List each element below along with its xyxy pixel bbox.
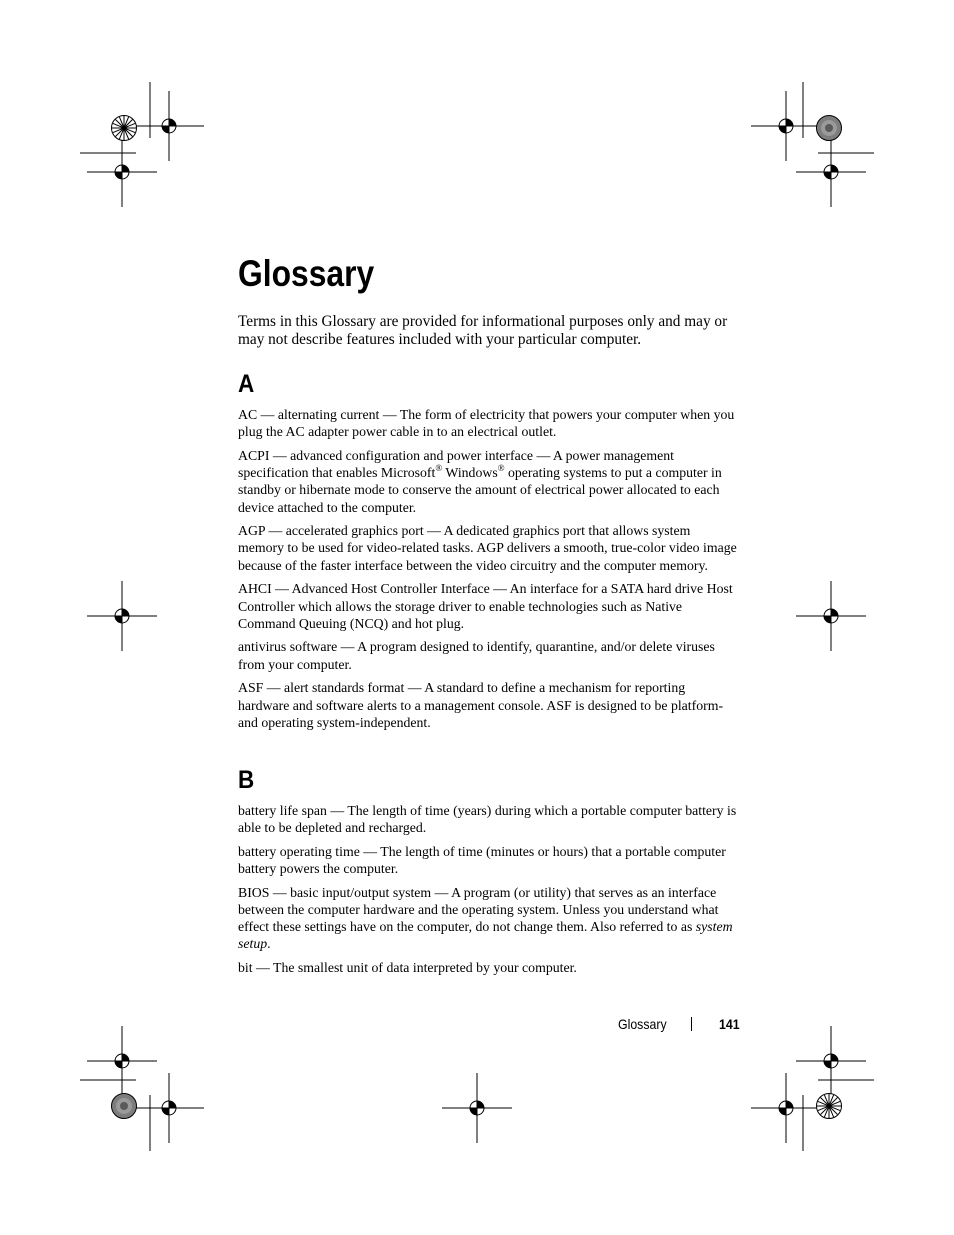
term: AC — [238, 407, 275, 422]
glossary-entry-agp [238, 522, 738, 574]
page-footer [0, 1013, 954, 1035]
crop-mark-bottom-center [442, 1073, 512, 1143]
term: AGP [238, 523, 266, 539]
definition: — The length of time (minutes or hours) that a portable computer battery powers the computer. [238, 843, 726, 877]
definition [238, 885, 733, 952]
term: BIOS [238, 884, 270, 900]
footer-section-name: Glossary [618, 1016, 667, 1032]
crop-mark-mid-right [796, 581, 866, 651]
definition [238, 448, 722, 515]
footer-separator [691, 1017, 692, 1031]
definition: — alert standards format — A standard to define a mechanism for reporting hardware and software alerts to a management console. ASF is designed to be platform- and operating system-independent. [238, 680, 724, 730]
definition-emphasis: system setup [238, 919, 733, 952]
term: AHCI [238, 581, 272, 597]
definition: — A program designed to identify, quarantine, and/or delete viruses from your computer. [238, 639, 715, 672]
term: bit [238, 960, 253, 976]
definition-text: — basic input/output system — A program (or utility) that serves as an interface between the computer hardware and the operating system. Unless you understand what effect these settings have on the computer, do not change them. Also referred to as [238, 884, 719, 935]
section-a-entries [238, 406, 738, 737]
registered-mark: ® [435, 462, 443, 473]
definition: — The smallest unit of data interpreted by your computer. [252, 960, 577, 976]
crop-mark-bottom-left [80, 1026, 204, 1151]
glossary-entry-asf [238, 679, 738, 731]
registered-mark: ® [497, 462, 505, 473]
glossary-entry-antivirus-software [238, 638, 738, 672]
crop-mark-mid-left [87, 581, 157, 651]
crop-mark-top-right [751, 82, 874, 207]
definition: — accelerated graphics port — A dedicated graphics port that allows system memory to be used for video-related tasks. AGP delivers a smooth, true-color video image because of the faster interface between the video circuitry and the computer memory. [238, 523, 737, 573]
definition-text: . [267, 936, 271, 952]
glossary-entry-battery-operating-time [238, 843, 738, 877]
definition: — Advanced Host Controller Interface — An interface for a SATA hard drive Host Controller which allows the storage driver to enable technologies such as Native Command Queuing (NCQ) and hot plug. [238, 581, 733, 631]
definition-text: Windows [442, 465, 498, 481]
definition-text: — advanced configuration and power interface — A power management specification that enables Microsoft [238, 447, 674, 481]
term: antivirus software [238, 639, 338, 655]
page-number: 141 [719, 1016, 740, 1032]
term: ACPI [238, 447, 270, 463]
section-heading-a: A [238, 370, 255, 398]
glossary-entry-acpi [238, 447, 738, 516]
section-b-entries [238, 802, 738, 983]
page-title: Glossary [238, 253, 375, 294]
glossary-entry-bit [238, 959, 738, 976]
glossary-entry-bios [238, 884, 738, 953]
crop-mark-top-left [80, 82, 204, 207]
glossary-entry-battery-life-span [238, 802, 738, 836]
definition: alternating current — The form of electricity that powers your computer when you plug the AC adapter power cable in to an electrical outlet. [238, 407, 735, 440]
glossary-entry-ahci [238, 580, 738, 632]
definition-text: operating systems to put a computer in standby or hibernate mode to conserve the amount of electrical power allocated to each device attached to the computer. [238, 465, 722, 515]
term: battery life span [238, 803, 327, 818]
term: battery operating time [238, 843, 360, 859]
glossary-entry-ac [238, 406, 738, 440]
intro-paragraph: Terms in this Glossary are provided for informational purposes only and may or may not describe features included with your particular computer. [238, 313, 728, 348]
section-heading-b: B [238, 766, 255, 794]
crop-mark-bottom-right [751, 1026, 874, 1151]
term: ASF [238, 680, 264, 696]
definition: — The length of time (years) during which a portable computer battery is able to be depleted and recharged. [238, 803, 737, 836]
